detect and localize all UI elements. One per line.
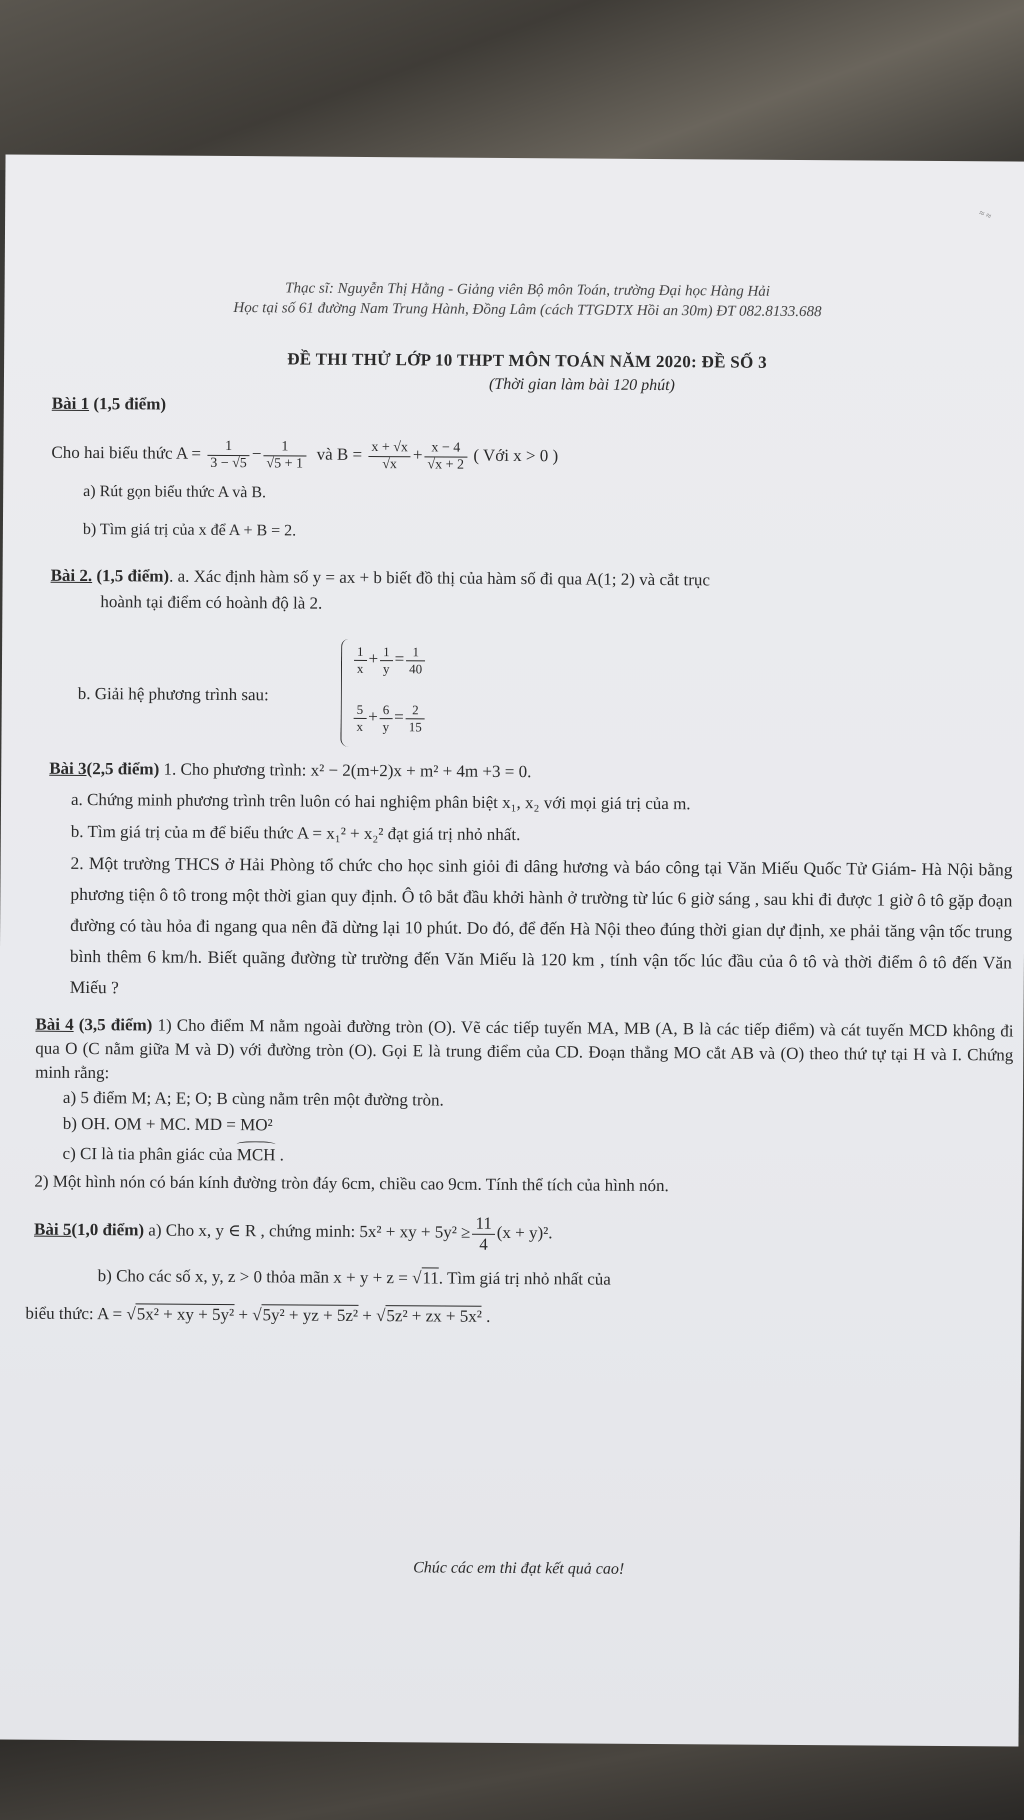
bai1-expressions: Cho hai biểu thức A = $\frac{1}{3 - √5}$ − $\frac{1}{√5 + 1}$ và B = $\frac{x + √x}{√x}$ + $\frac{x - 4}{√x + 2}$ ( Với x > 0 ) <box>51 438 559 473</box>
table-background-top <box>0 0 1024 170</box>
bai5-part-b: b) Cho các số x, y, z > 0 thỏa mãn x + y + z = √11. Tìm giá trị nhỏ nhất của <box>97 1266 611 1289</box>
bai3-q2: 2. Một trường THCS ở Hải Phòng tổ chức cho học sinh giỏi đi dâng hương và báo công tại Văn Miếu Quốc Tử Giám- Hà Nội bằng phương tiện ô tô trong một thời gian quy định. Ô tô bắt đầu khởi hành ở trường từ lúc 6 giờ sáng , sau khi đi được 1 giờ ô tô gặp đoạn đường có tàu hỏa đi ngang qua nên đã dừng lại 10 phút. Do đó, để đến Hà Nội theo đúng thời gian dự định, xe phải tăng vận tốc trung bình thêm 6 km/h. Biết quãng đường từ trường đến Văn Miếu là 120 km , tính vận tốc lúc đầu của ô tô và thời điểm ô tô đến Văn Miếu ? <box>69 852 1013 998</box>
bai4-part-c: c) CI là tia phân giác của MCH . <box>62 1143 285 1165</box>
system-brace <box>340 639 352 747</box>
system-equation-1: $\frac{1}{x}$ + $\frac{1}{y}$ = $\frac{1}{40}$ <box>352 639 427 680</box>
bai5-expression: biểu thức: A = √5x² + xy + 5y² + √5y² + yz + 5z² + √5z² + zx + 5x² . <box>25 1303 491 1326</box>
bai1-part-a: a) Rút gọn biểu thức A và B. <box>83 482 267 502</box>
bai3-q1b: b. Tìm giá trị của m để biểu thức A = x₁² + x₂² đạt giá trị nhỏ nhất. <box>70 821 521 845</box>
bai3-q1: Bài 3(2,5 điểm) 1. Cho phương trình: x² − 2(m+2)x + m² + 4m +3 = 0. <box>49 758 532 782</box>
fraction-a2: $\frac{1}{√5 + 1}$ <box>263 439 306 472</box>
bai2-part-a-cont: hoành tại điểm có hoành độ là 2. <box>100 592 323 613</box>
exam-title: ĐỀ THI THỬ LỚP 10 THPT MÔN TOÁN NĂM 2020: ĐỀ SỐ 3 <box>287 349 768 372</box>
fraction-a1: $\frac{1}{3 - √5}$ <box>207 438 250 471</box>
exam-time: (Thời gian làm bài 120 phút) <box>488 375 675 395</box>
bai1-heading: Bài 1 (1,5 điểm) <box>51 393 167 414</box>
bai1-part-b: b) Tìm giá trị của x để A + B = 2. <box>82 520 297 540</box>
bai3-q1a: a. Chứng minh phương trình trên luôn có hai nghiệm phân biệt x₁, x₂ với mọi giá trị của m. <box>70 789 691 814</box>
fraction-eleven-quarters: $\frac{11}{4}$ <box>472 1213 495 1254</box>
bai2-part-b-label: b. Giải hệ phương trình sau: <box>77 683 269 705</box>
angle-mch: MCH <box>236 1145 276 1165</box>
author-credit: Thạc sĩ: Nguyễn Thị Hằng - Giảng viên Bộ môn Toán, trường Đại học Hàng Hải <box>285 280 771 300</box>
table-background-bottom <box>0 1735 1024 1820</box>
bai4-q1: Bài 4 (3,5 điểm) 1) Cho điểm M nằm ngoài đường tròn (O). Vẽ các tiếp tuyến MA, MB (A, B là các tiếp điểm) và cát tuyến MCD không đi qua O (C nằm giữa M và D) với đường tròn (O). Gọi E là trung điểm của CD. Đoạn thẳng MO cắt AB và (O) theo thứ tự tại H và I. Chứng minh rằng: <box>35 1014 1014 1083</box>
closing-wish: Chúc các em thi đạt kết quả cao! <box>413 1559 625 1578</box>
author-address: Học tại số 61 đường Nam Trung Hành, Đồng Lâm (cách TTGDTX Hồi an 30m) ĐT 082.8133.688 <box>233 300 822 321</box>
bai4-q2: 2) Một hình nón có bán kính đường tròn đáy 6cm, chiều cao 9cm. Tính thể tích của hình nón. <box>34 1171 669 1196</box>
fraction-b2: $\frac{x - 4}{√x + 2}$ <box>424 440 467 473</box>
fraction-b1: $\frac{x + √x}{√x}$ <box>368 440 411 473</box>
bai2-part-a: Bài 2. (1,5 điểm). a. Xác định hàm số y = ax + b biết đồ thị của hàm số đi qua A(1; 2) và cắt trục <box>50 565 711 590</box>
bai4-part-b: b) OH. OM + MC. MD = MO² <box>62 1113 273 1135</box>
corner-mark: ≈ ≈ <box>977 207 993 222</box>
system-equation-2: $\frac{5}{x}$ + $\frac{6}{y}$ = $\frac{2}{15}$ <box>351 697 426 738</box>
bai4-part-a: a) 5 điểm M; A; E; O; B cùng nằm trên một đường tròn. <box>62 1087 444 1110</box>
bai5-part-a: Bài 5(1,0 điểm) a) Cho x, y ∈ R , chứng minh: 5x² + xy + 5y² ≥ $\frac{11}{4}$ (x + y)². <box>33 1213 553 1254</box>
exam-paper <box>0 154 1024 1746</box>
